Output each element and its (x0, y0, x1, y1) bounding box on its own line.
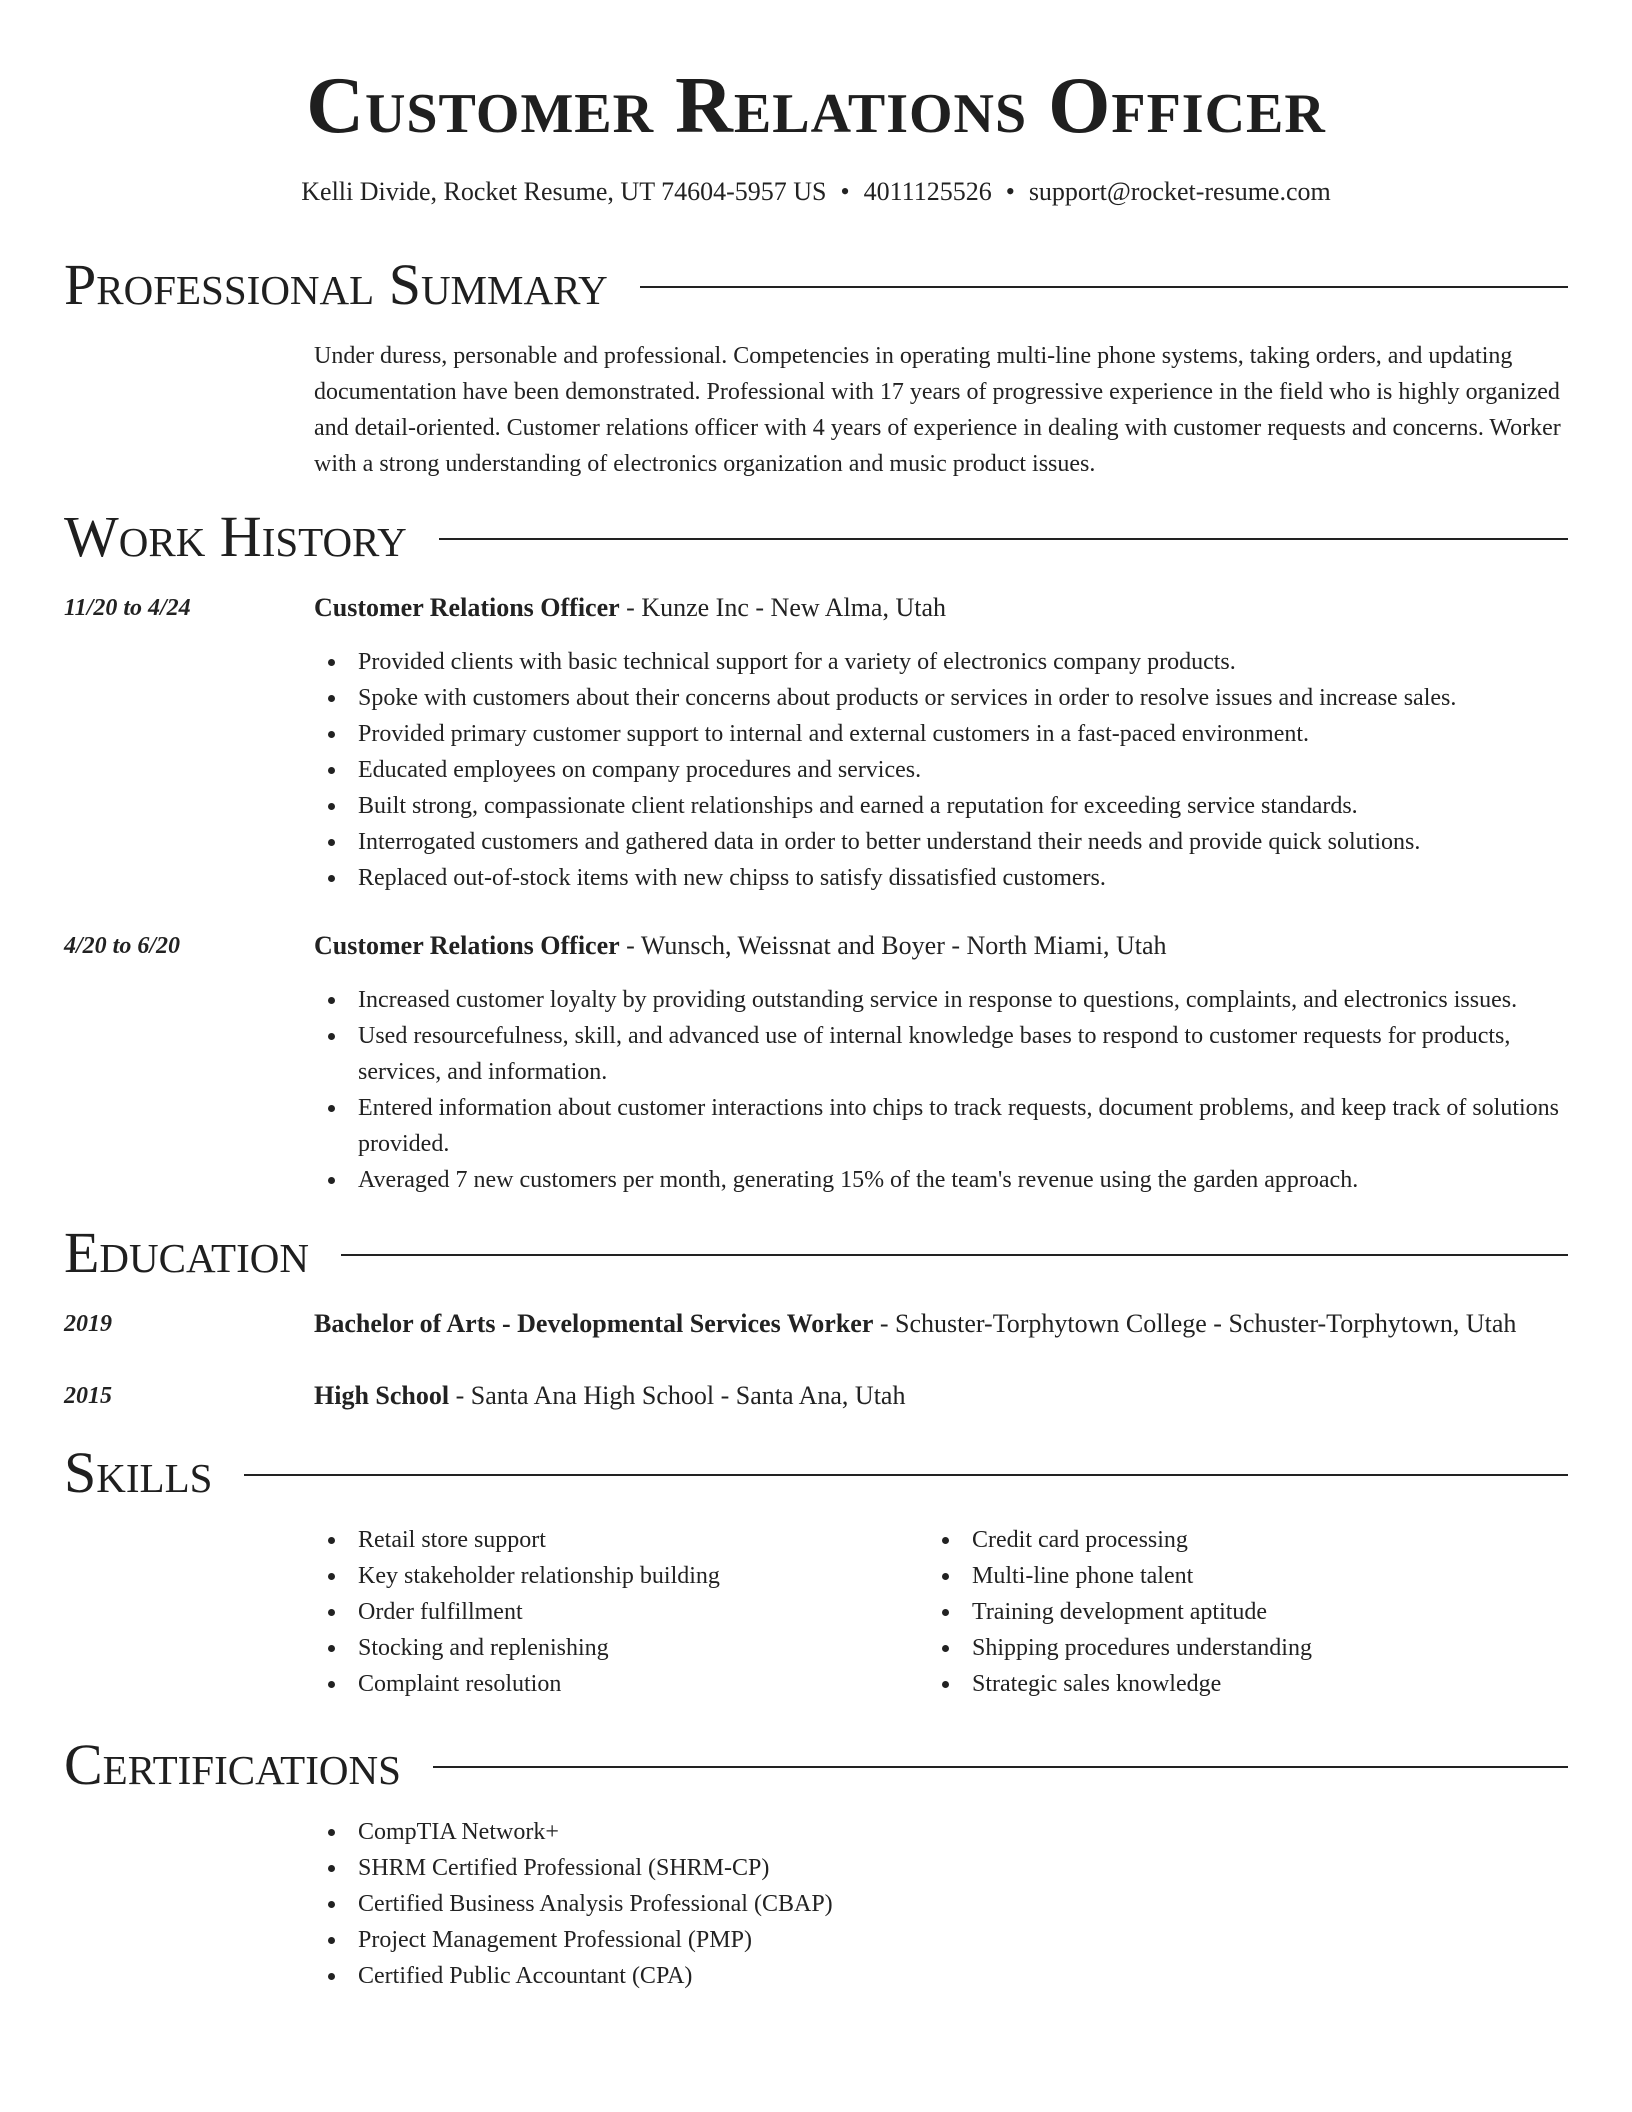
certifications-list (314, 1814, 1568, 1994)
list-item: Complaint resolution (314, 1666, 914, 1702)
list-item: Strategic sales knowledge (928, 1666, 1568, 1702)
education-line (314, 1378, 1568, 1414)
list-item: Stocking and replenishing (314, 1630, 914, 1666)
list-item: Training development aptitude (928, 1594, 1568, 1630)
list-item: Averaged 7 new customers per month, generating 15% of the team's revenue using the garden approach. (314, 1162, 1568, 1198)
education-year: 2015 (64, 1383, 112, 1409)
section-divider (244, 1474, 1568, 1476)
section-skills (64, 1438, 1568, 1508)
contact-separator: • (840, 177, 850, 206)
section-work-history (64, 502, 1568, 572)
list-item: Credit card processing (928, 1522, 1568, 1558)
skills-list-left (314, 1522, 914, 1702)
job-details: - Wunsch, Weissnat and Boyer - North Miami, Utah (619, 931, 1167, 960)
list-item: Certified Public Accountant (CPA) (314, 1958, 1568, 1994)
section-education (64, 1218, 1568, 1288)
list-item: Educated employees on company procedures and services. (314, 752, 1568, 788)
section-heading: Professional Summary (64, 252, 608, 317)
job-dates: 11/20 to 4/24 (64, 595, 191, 621)
contact-email: support@rocket-resume.com (1028, 177, 1331, 206)
section-divider (439, 538, 1568, 540)
job-title: Customer Relations Officer (314, 593, 620, 622)
list-item: Built strong, compassionate client relationships and earned a reputation for exceeding service standards. (314, 788, 1568, 824)
job-bullets (314, 644, 1568, 896)
list-item: Shipping procedures understanding (928, 1630, 1568, 1666)
job-dates: 4/20 to 6/20 (64, 933, 181, 959)
contact-line (0, 172, 1632, 212)
section-heading: Certifications (64, 1732, 401, 1797)
list-item: Certified Business Analysis Professional (CBAP) (314, 1886, 1568, 1922)
list-item: SHRM Certified Professional (SHRM-CP) (314, 1850, 1568, 1886)
section-professional-summary (64, 250, 1568, 320)
list-item: Interrogated customers and gathered data in order to better understand their needs and provide quick solutions. (314, 824, 1568, 860)
contact-phone: 4011125526 (863, 177, 992, 206)
section-certifications (64, 1730, 1568, 1800)
list-item: Provided clients with basic technical support for a variety of electronics company products. (314, 644, 1568, 680)
education-details: - Schuster-Torphytown College - Schuster-Torphytown, Utah (873, 1309, 1517, 1338)
section-divider (640, 286, 1568, 288)
contact-address: Kelli Divide, Rocket Resume, UT 74604-5957 US (301, 177, 827, 206)
education-degree: High School (314, 1381, 450, 1410)
job-bullets (314, 982, 1568, 1198)
section-divider (341, 1254, 1568, 1256)
section-heading: Work History (64, 504, 407, 569)
resume-name: Customer Relations Officer (306, 62, 1326, 150)
list-item: Project Management Professional (PMP) (314, 1922, 1568, 1958)
list-item: Key stakeholder relationship building (314, 1558, 914, 1594)
list-item: Used resourcefulness, skill, and advanced use of internal knowledge bases to respond to customer requests for products, services, and information. (314, 1018, 1568, 1090)
list-item: Provided primary customer support to internal and external customers in a fast-paced environment. (314, 716, 1568, 752)
education-year: 2019 (64, 1311, 112, 1337)
list-item: Increased customer loyalty by providing outstanding service in response to questions, complaints, and electronics issues. (314, 982, 1568, 1018)
list-item: Order fulfillment (314, 1594, 914, 1630)
job-title: Customer Relations Officer (314, 931, 620, 960)
skills-list-right (928, 1522, 1568, 1702)
education-line (314, 1306, 1568, 1342)
list-item: Entered information about customer interactions into chips to track requests, document problems, and keep track of solutions provided. (314, 1090, 1568, 1162)
job-title-line (314, 928, 1568, 964)
job-title-line (314, 590, 1568, 626)
education-details: - Santa Ana High School - Santa Ana, Utah (449, 1381, 906, 1410)
summary-text: Under duress, personable and professional. Competencies in operating multi-line phone systems, taking orders, and updating documentation have been demonstrated. Professional with 17 years of progressive experience in the field who is highly organized and detail-oriented. Customer relations officer with 4 years of experience in dealing with customer requests and concerns. Worker with a strong understanding of electronics organization and music product issues. (314, 343, 1561, 477)
list-item: Replaced out-of-stock items with new chipss to satisfy dissatisfied customers. (314, 860, 1568, 896)
list-item: CompTIA Network+ (314, 1814, 1568, 1850)
section-heading: Skills (64, 1440, 213, 1505)
job-details: - Kunze Inc - New Alma, Utah (619, 593, 947, 622)
section-divider (433, 1766, 1568, 1768)
section-heading: Education (64, 1220, 309, 1285)
list-item: Multi-line phone talent (928, 1558, 1568, 1594)
education-degree: Bachelor of Arts - Developmental Services Worker (314, 1309, 874, 1338)
list-item: Spoke with customers about their concerns about products or services in order to resolve issues and increase sales. (314, 680, 1568, 716)
contact-separator: • (1005, 177, 1015, 206)
list-item: Retail store support (314, 1522, 914, 1558)
